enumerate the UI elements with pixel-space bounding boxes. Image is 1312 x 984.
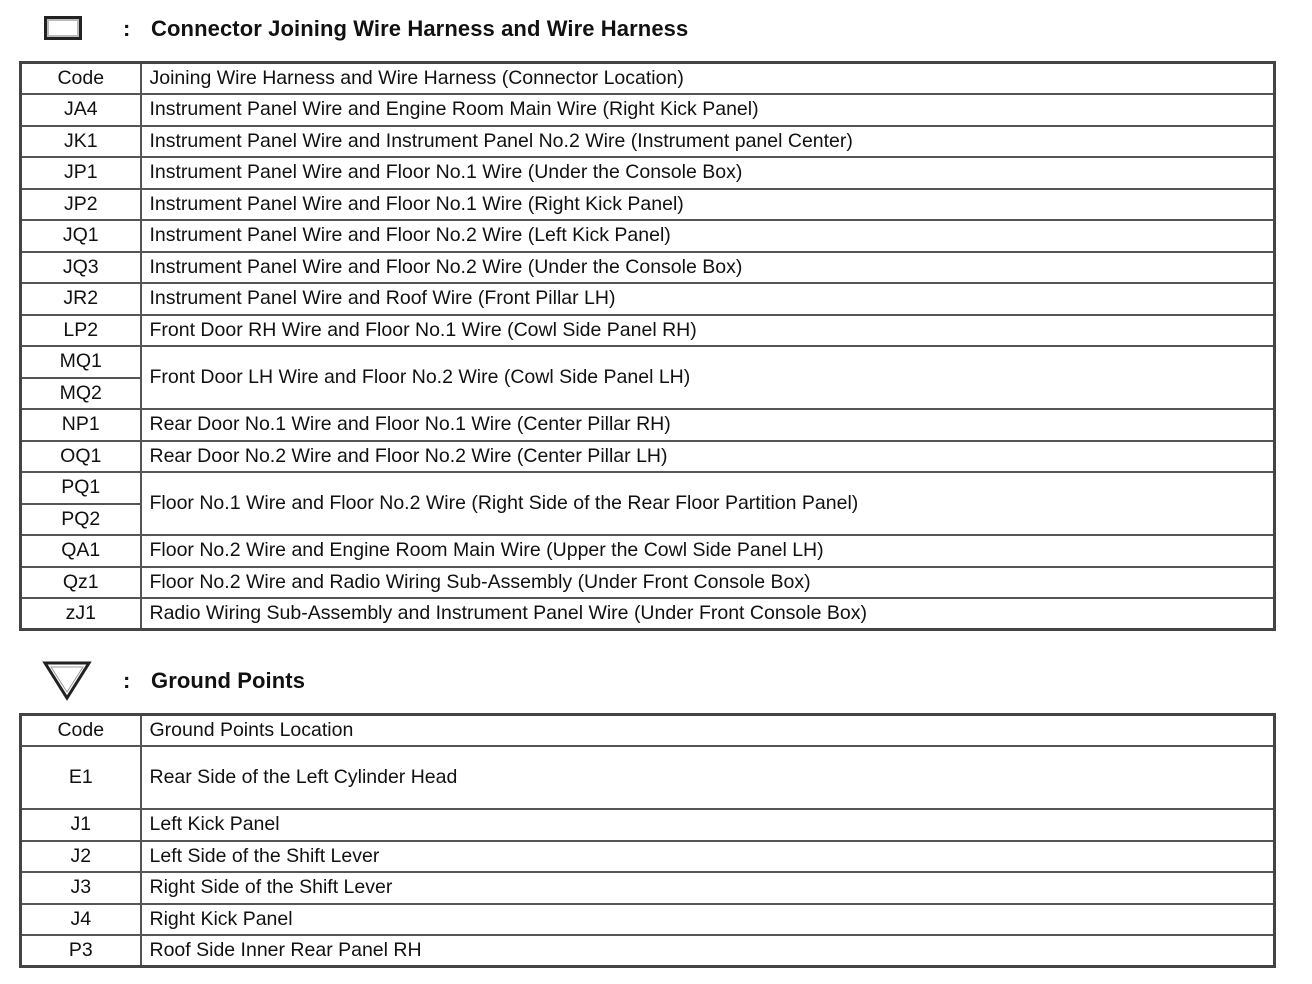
row-description: Floor No.2 Wire and Radio Wiring Sub-Assembly (Under Front Console Box) (141, 567, 1275, 599)
row-code: JQ3 (21, 252, 141, 284)
row-description: Rear Door No.1 Wire and Floor No.1 Wire (Center Pillar RH) (141, 409, 1275, 441)
table-row (21, 872, 1275, 904)
row-description: Right Kick Panel (141, 904, 1275, 936)
row-description: Roof Side Inner Rear Panel RH (141, 935, 1275, 967)
table-row (21, 283, 1275, 315)
row-description: Left Side of the Shift Lever (141, 841, 1275, 873)
row-code: JQ1 (21, 220, 141, 252)
row-description: Instrument Panel Wire and Floor No.1 Wire (Right Kick Panel) (141, 189, 1275, 221)
row-code: JP1 (21, 157, 141, 189)
table-row (21, 746, 1275, 809)
row-description: Right Side of the Shift Lever (141, 872, 1275, 904)
row-description: Floor No.1 Wire and Floor No.2 Wire (Right Side of the Rear Floor Partition Panel) (141, 472, 1275, 535)
table-row (21, 935, 1275, 967)
header-code: Code (21, 63, 141, 95)
header-description: Joining Wire Harness and Wire Harness (Connector Location) (141, 63, 1275, 95)
row-code: JP2 (21, 189, 141, 221)
row-code: E1 (21, 746, 141, 809)
row-code: Qz1 (21, 567, 141, 599)
ground-points-table (19, 713, 1276, 968)
table-row (21, 189, 1275, 221)
ground-section-title: Ground Points (151, 668, 306, 693)
ground-section-heading (0, 660, 1312, 700)
row-description: Instrument Panel Wire and Instrument Panel No.2 Wire (Instrument panel Center) (141, 126, 1275, 158)
row-code: NP1 (21, 409, 141, 441)
table-row (21, 535, 1275, 567)
row-description: Instrument Panel Wire and Floor No.2 Wire (Under the Console Box) (141, 252, 1275, 284)
header-code: Code (21, 715, 141, 747)
row-code: PQ1 (21, 472, 141, 504)
row-description: Front Door LH Wire and Floor No.2 Wire (Cowl Side Panel LH) (141, 346, 1275, 409)
connector-section-title: Connector Joining Wire Harness and Wire Harness (151, 16, 689, 41)
table-header-row (21, 715, 1275, 747)
row-description: Radio Wiring Sub-Assembly and Instrument Panel Wire (Under Front Console Box) (141, 598, 1275, 630)
row-code: zJ1 (21, 598, 141, 630)
row-description: Front Door RH Wire and Floor No.1 Wire (Cowl Side Panel RH) (141, 315, 1275, 347)
row-code: PQ2 (21, 504, 141, 536)
row-description: Instrument Panel Wire and Roof Wire (Front Pillar LH) (141, 283, 1275, 315)
row-code: JK1 (21, 126, 141, 158)
rectangle-box-icon (44, 16, 82, 40)
row-description: Instrument Panel Wire and Floor No.2 Wire (Left Kick Panel) (141, 220, 1275, 252)
inverted-triangle-icon (42, 660, 92, 702)
heading-colon: : (123, 16, 131, 41)
header-description: Ground Points Location (141, 715, 1275, 747)
table-row (21, 441, 1275, 473)
table-row (21, 567, 1275, 599)
table-row (21, 157, 1275, 189)
table-row (21, 904, 1275, 936)
row-code: J3 (21, 872, 141, 904)
row-code: P3 (21, 935, 141, 967)
row-description: Left Kick Panel (141, 809, 1275, 841)
table-header-row (21, 63, 1275, 95)
table-row (21, 809, 1275, 841)
connector-table (19, 61, 1276, 631)
table-row (21, 841, 1275, 873)
row-code: J2 (21, 841, 141, 873)
row-code: JA4 (21, 94, 141, 126)
row-code: QA1 (21, 535, 141, 567)
table-row (21, 126, 1275, 158)
row-description: Instrument Panel Wire and Floor No.1 Wire (Under the Console Box) (141, 157, 1275, 189)
heading-colon: : (123, 668, 131, 693)
table-row (21, 315, 1275, 347)
row-description: Instrument Panel Wire and Engine Room Main Wire (Right Kick Panel) (141, 94, 1275, 126)
row-code: MQ1 (21, 346, 141, 378)
row-code: OQ1 (21, 441, 141, 473)
table-row (21, 94, 1275, 126)
row-code: LP2 (21, 315, 141, 347)
row-code: JR2 (21, 283, 141, 315)
table-row (21, 252, 1275, 284)
row-description: Rear Side of the Left Cylinder Head (141, 746, 1275, 809)
connector-section-heading (0, 12, 1312, 52)
row-code: MQ2 (21, 378, 141, 410)
row-description: Floor No.2 Wire and Engine Room Main Wire (Upper the Cowl Side Panel LH) (141, 535, 1275, 567)
table-row (21, 346, 1275, 378)
table-row (21, 598, 1275, 630)
table-row (21, 409, 1275, 441)
row-description: Rear Door No.2 Wire and Floor No.2 Wire (Center Pillar LH) (141, 441, 1275, 473)
table-row (21, 472, 1275, 504)
row-code: J1 (21, 809, 141, 841)
table-row (21, 220, 1275, 252)
row-code: J4 (21, 904, 141, 936)
